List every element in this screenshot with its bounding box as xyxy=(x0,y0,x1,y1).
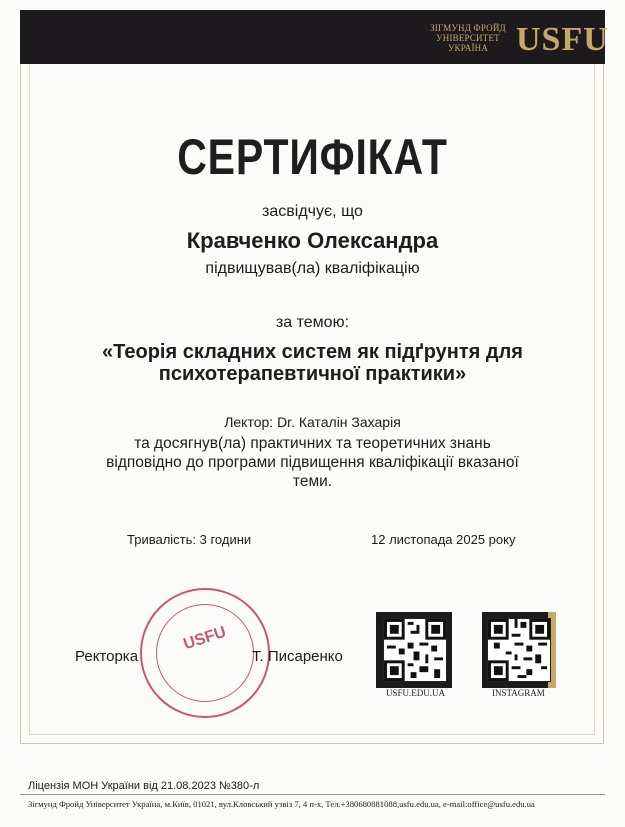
header-bar xyxy=(20,10,609,64)
topic-line-2: психотерапевтичної практики» xyxy=(158,363,467,385)
qr-pattern xyxy=(384,619,446,681)
issue-date: 12 листопада 2025 року xyxy=(371,532,516,547)
license-text: Ліцензія МОН України від 21.08.2023 №380-л xyxy=(28,780,260,792)
topic-line-1: «Теорія складних систем як підґрунтя для xyxy=(102,341,523,363)
achievement-line-1: та досягнув(ла) практичних та теоретичних знань xyxy=(134,435,491,452)
achievement-line-2: відповідно до програми підвищення кваліфікації вказаної xyxy=(106,454,519,471)
topic-label: за темою: xyxy=(275,314,350,331)
qr-caption-website: USFU.EDU.UA xyxy=(386,688,446,698)
lecturer: Лектор: Dr. Каталін Захарія xyxy=(224,414,401,430)
usfu-logo: USFU xyxy=(516,21,609,58)
stamp-text: USFU xyxy=(181,623,229,654)
qualification-text: підвищував(ла) кваліфікацію xyxy=(205,260,420,277)
qr-code-icon[interactable] xyxy=(383,618,447,682)
rector-name: Т. Писаренко xyxy=(252,648,343,665)
brand-line: УНІВЕРСИТЕТ xyxy=(436,33,500,43)
university-stamp xyxy=(140,588,270,718)
brand-name xyxy=(420,23,516,53)
qr-caption-instagram: INSTAGRAM xyxy=(492,688,545,698)
brand-line: УКРАЇНА xyxy=(447,43,489,53)
achievement-line-3: теми. xyxy=(292,473,333,490)
certificate-title: СЕРТИФІКАТ xyxy=(177,129,448,185)
qr-pattern xyxy=(488,619,550,681)
qr-code-icon[interactable] xyxy=(487,618,551,682)
certifies-text: засвідчує, що xyxy=(262,203,363,220)
brand-line: ЗІГМУНД ФРОЙД xyxy=(430,23,506,33)
footer-address: Зігмунд Фройд Університет Україна, м.Київ, 01021, вул.Кловський узвіз 7, 4 п-х, Тел.+380680881088,usfu.edu.ua, e-mail:office@usfu.edu.ua xyxy=(28,799,535,809)
footer-divider xyxy=(20,794,605,795)
duration: Тривалість: 3 години xyxy=(127,532,252,547)
recipient-name: Кравченко Олександра xyxy=(186,228,439,253)
rector-label: Ректорка xyxy=(75,648,139,665)
